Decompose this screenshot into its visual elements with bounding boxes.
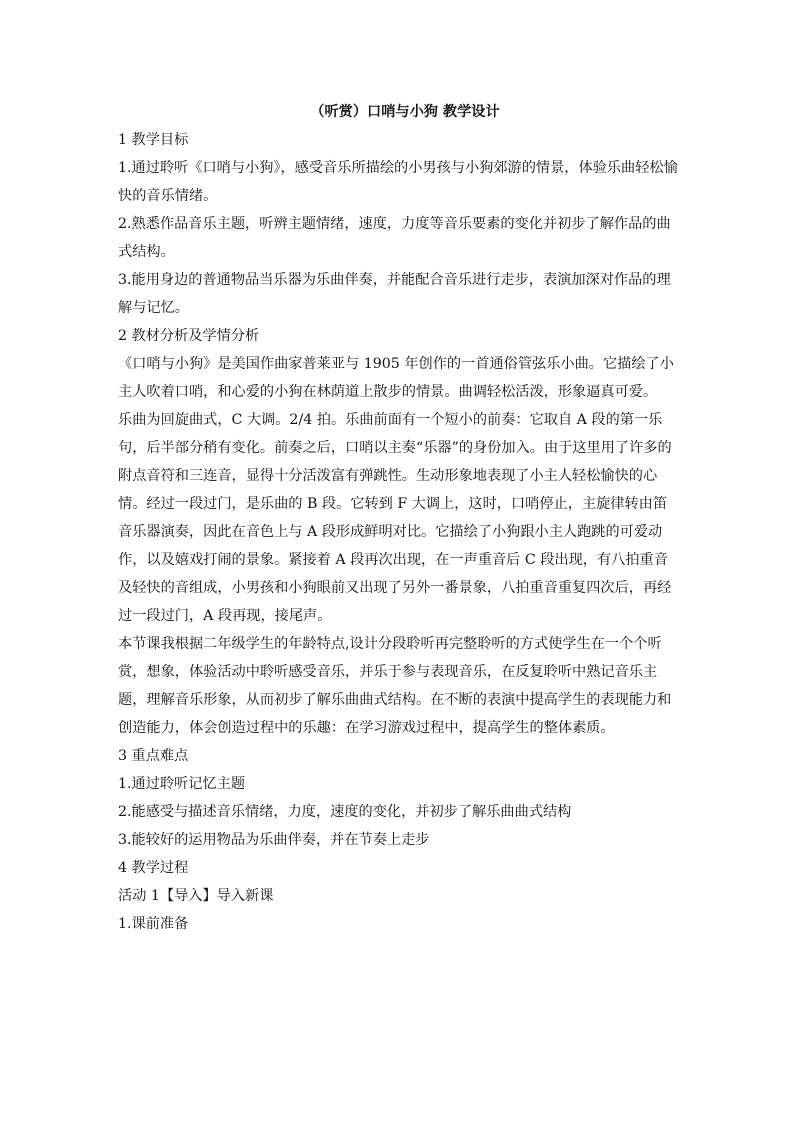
difficulty-item-1: 1.通过聆听记忆主题 [118,776,246,792]
objective-item-3: 3.能用身边的普通物品当乐器为乐曲伴奏，并能配合音乐进行走步，表演加深对作品的理解与记忆。 [118,272,671,316]
difficulty-item-3: 3.能较好的运用物品为乐曲伴奏，并在节奏上走步 [118,832,430,848]
section-heading-difficulties: 3 重点难点 [118,748,189,764]
section-heading-objectives: 1 教学目标 [118,132,189,148]
difficulty-item-2: 2.能感受与描述音乐情绪，力度，速度的变化，并初步了解乐曲曲式结构 [118,804,572,820]
section-heading-process: 4 教学过程 [118,860,189,876]
document-content [118,98,680,938]
section-heading-analysis: 2 教材分析及学情分析 [118,328,260,344]
document-title: （听赏）口哨与小狗 教学设计 [310,104,500,120]
activity-heading: 活动 1【导入】导入新课 [118,888,274,904]
objective-item-1: 1.通过聆听《口哨与小狗》，感受音乐所描绘的小男孩与小狗郊游的情景，体验乐曲轻松愉快的音乐情绪。 [118,160,678,204]
analysis-paragraph-3: 本节课我根据二年级学生的年龄特点,设计分段聆听再完整聆听的方式使学生在一个个听赏，想象，体验活动中聆听感受音乐，并乐于参与表现音乐，在反复聆听中熟记音乐主题，理解音乐形象，从而初步了解乐曲曲式结构。在不断的表演中提高学生的表现能力和创造能力，体会创造过程中的乐趣：在学习游戏过程中，提高学生的整体素质。 [118,636,672,736]
process-step-1: 1.课前准备 [118,916,189,932]
analysis-paragraph-2: 乐曲为回旋曲式，C 大调。2/4 拍。乐曲前面有一个短小的前奏：它取自 A 段的第一乐句，后半部分稍有变化。前奏之后，口哨以主奏“乐器”的身份加入。由于这里用了许多的附点音符和三连音，显得十分活泼富有弹跳性。生动形象地表现了小主人轻松愉快的心情。经过一段过门，是乐曲的 B 段。它转到 F 大调上，这时，口哨停止，主旋律转由笛音乐器演奏，因此在音色上与 A 段形成鲜明对比。它描绘了小狗跟小主人跑跳的可爱动作，以及嬉戏打闹的景象。紧接着 A 段再次出现，在一声重音后 C 段出现，有八拍重音及轻快的音组成，小男孩和小狗眼前又出现了另外一番景象，八拍重音重复四次后，再经过一段过门，A 段再现，接尾声。 [118,412,672,624]
analysis-paragraph-1: 《口哨与小狗》是美国作曲家普莱亚与 1905 年创作的一首通俗管弦乐小曲。它描绘了小主人吹着口哨，和心爱的小狗在林荫道上散步的情景。曲调轻松活泼，形象逼真可爱。 [118,356,674,400]
objective-item-2: 2.熟悉作品音乐主题，听辨主题情绪，速度，力度等音乐要素的变化并初步了解作品的曲式结构。 [118,216,671,260]
